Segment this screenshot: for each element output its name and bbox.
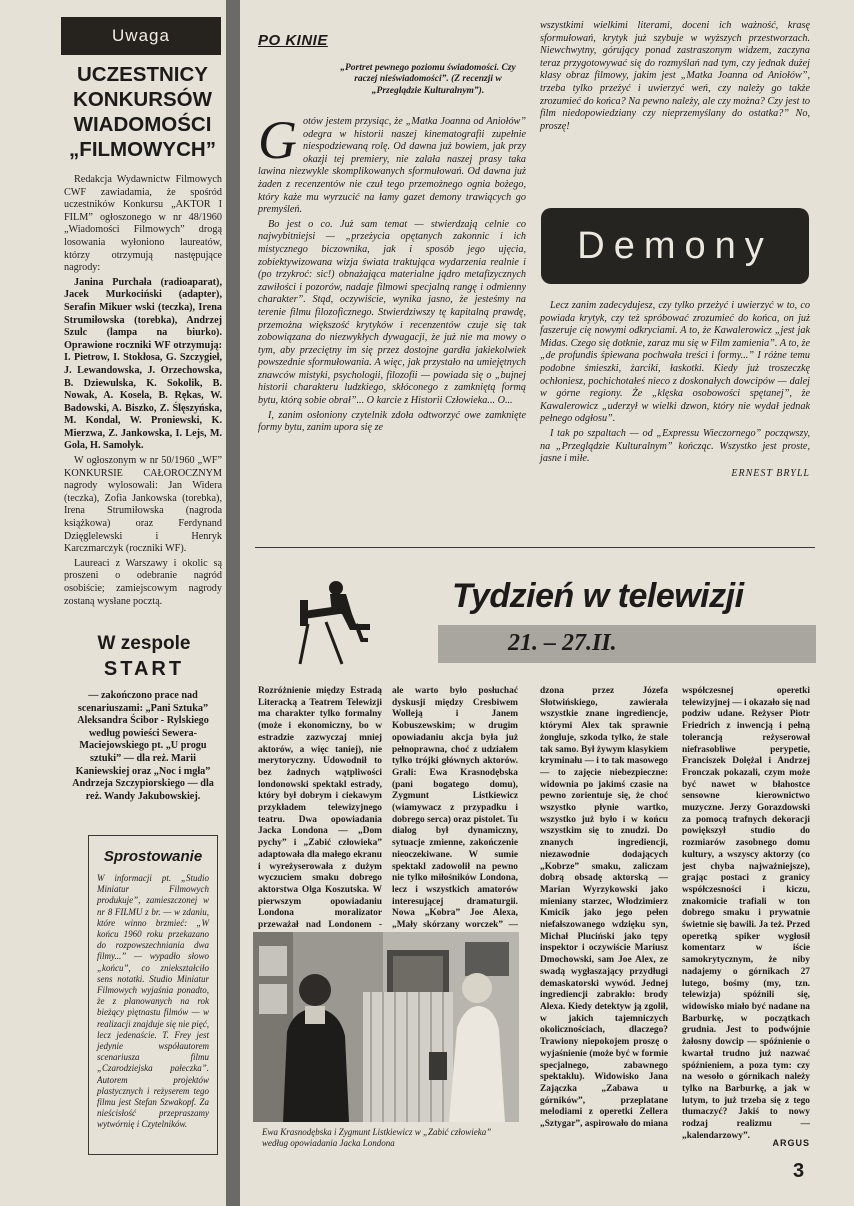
tv-section-title: Tydzień w telewizji (452, 577, 744, 615)
photo-scene-illustration (253, 932, 519, 1122)
zespol-title-line: START (103, 658, 185, 680)
tv-column-4: współczesnej operetki telewizyjnej — i okazało się nad podziw udane. Reżyser Piotr Friedrich z inwencją i pełną tolerancją reżyserował niefrasobliwe perypetie, Franciszek Dolężal i Andrzej Fronczak pokazali, czym może być nawet w błahostce sensowne kierownictwo muzyczne. Jerzy Gorazdowski za pomocą trafnych dekoracji powiększył studio do rozmiarów zasobnego domu kultury, a wszyscy aktorzy (co jest chyba najważniejsze), grając postaci z granicy współczesności i kiczu, znakomicie trafiali w ton dobrego smaku i prywatnie świetnie się bawili. Ja też. Przed operetką spiker wygłosił komentarz w iście samokrytycznym, że niby nadajemy o górnikach 27 lutego, bośmy (my, tzn. telewizja) spóźnili się, widowisko miało być nadane na Barburkę, w początkach grudnia. Jest to podwójnie żałosny dowcip — spóźnienie o kwartał trudno już nazwać spóźnieniem, a poza tym: czy na wesoło o górnikach należy tylko na Barburkę, a jak w lutym, to już trzeba się z tego tłumaczyć? Jakiś to nowy rodzaj realizmu — „kalendarzowy”. (682, 686, 810, 1141)
review-epigraph: „Portret pewnego poziomu świadomości. Czy raczej nieświadomości”. (Z recenzji w „Przeglądzie Kulturalnym”). (340, 63, 516, 96)
page-number: 3 (793, 1160, 805, 1182)
contest-headline (60, 62, 225, 162)
demony-title: Demony (541, 208, 809, 284)
contest-winners: Janina Purchała (radioaparat), Jacek Murkociński (adapter), Serafin Mikuer wski (teczka), Irena Strumiłowska (torebka), Andrzej Szulc (lampa na biurko). Oprawione roczniki WF otrzymują: I. Pietrow, I. Stokłosa, G. Szczygieł, J. Lewandowska, J. Orzechowska, B. Dziewulska, K. Sokolik, B. Nowak, A. Kosela, B. Rękas, W. Badowski, A. Biszko, Z. Ślęszyńska, M. Kondal, W. Proniewski, K. Mierzwa, Z. Jankowska, I. Lejs, M. Gola, H. Samołyk. (64, 276, 222, 452)
photo-caption: Ewa Krasnodębska i Zygmunt Listkiewicz w „Zabić człowieka” według opowiadania Jacka Londona (262, 1127, 492, 1148)
tv-date-band (438, 625, 816, 663)
review-paragraph: Lecz zanim zadecydujesz, czy tylko przeżyć i uwierzyć w to, co powiada krytyk, czy też spróbować zrozumieć do końca, on już faszeruje cię nowymi odkryciami. A to, że Kawalerowicz „jest jak Midas. Czego się dotknie, zaraz mu się w Film zamienia”. A to, że „de profundis śpiewana pochwała treści i formy...” I różne temu podobne śmieszki, żarciki, łaskotki. Kiedy już troszeczkę ochłoniesz, pochichotałeś nieco z doskonałych dowcipów — dalej w górne regiony. Że „klęska osobowości spętanej”, że Kawalerowicz „uderzył w wielki dzwon, który nie wydał jednak pełnego odgłosu”. (540, 300, 810, 425)
uwaga-badge: Uwaga (61, 17, 221, 55)
tv-viewer-chair-icon (296, 580, 378, 670)
zespol-title-line: W zespole (97, 633, 191, 654)
review-column-1 (258, 110, 526, 534)
headline-line: UCZESTNICY (77, 63, 208, 86)
tv-column-3: dzona przez Józefa Słotwińskiego, zawierała wszystkie znane ingrediencje, którymi Alex tak sprawnie żongluje, szkoda tylko, że stale tak samo. Był żywym klasykiem kryminału — i to tak masowego — to zajęcie niebezpieczne: widownia po jakimś czasie na pewno zorientuje się, że choć wszystko płynie wartko, wszystko już było i w końcu wszystkim się to znudzi. Do znanych ingrediencji, niezawodnie dodających „Kobrze” smaku, zaliczam dobrą obsadę aktorską — Marian Wyrzykowski jako mieniany starzec, Włodzimierz Kmicik jako jego pełen niefałszowanego wdzięku syn, Michał Pluciński jako tępy inspektor i oczywiście Mariusz Dmochowski, sam Joe Alex, ze swadą wygłaszający przydługi demaskatorski wywód. Jednej ingrediencji zabrakło: brody Alexa. Kiedy detektyw ją zgolił, w jakich tajemniczych okolicznościach, dlaczego? Trawiony niepokojem proszę o wyjaśnienie (może być w formie specjalnego, zabawnego spektaklu). Widowisko Jana Zajączka „Zabawa u górników”, przeplatane melodiami z operetki Zellera „Sztygar”, aspirowało do miana (540, 686, 668, 1130)
headline-line: „FILMOWYCH” (69, 138, 216, 161)
contest-paragraph: W ogłoszonym w nr 50/1960 „WF” KONKURSIE CAŁOROCZNYM nagrody wylosowali: Jan Widera (teczka), Zofia Jankowska (torebka), Irena Strumiłowska (nagroda książkowa) oraz Ferdynand Dzięglelewski i Henryk Karczmarczyk (roczniki WF). (64, 455, 222, 555)
zespol-start-title (64, 632, 224, 682)
tv-still-photo (253, 932, 519, 1122)
contest-paragraph: Laureaci z Warszawy i okolic są proszeni o odebranie nagród osobiście; zamiejscowym nagrody zostaną wysłane pocztą. (64, 557, 222, 607)
zespol-start-text: — zakończono prace nad scenariuszami: „Pani Sztuka” Aleksandra Ścibor - Rylskiego według powieści Sewera-Maciejowskiego pt. „U progu sztuki” — dla reż. Marii Kaniewskiej oraz „Noc i mgła” Andrzeja Szczypiorskiego — dla reż. Wandy Jakubowskiej. (72, 690, 214, 802)
tv-dates: 21. – 27.II. (508, 630, 617, 656)
tv-signature: ARGUS (772, 1138, 810, 1148)
review-paragraph: I, zanim osłoniony czytelnik zdoła odtworzyć owe zamknięte formy bytu, zanim upora się ze (258, 409, 526, 434)
review-paragraph: I tak po szpaltach — od „Expressu Wieczornego” począwszy, na „Przeglądzie Kulturalnym” kończąc. Wszystko jest proste, jasne i miłe. (540, 427, 810, 465)
tv-column-1: Rozróżnienie między Estradą Literacką a Teatrem Telewizji ma charakter tylko formalny (może i ekonomiczny, bo w estradzie zazwyczaj mniej aktorów, a więc taniej), nie merytoryczny. Udowodnił to bez żadnych wątpliwości londonowski spektakl estrady, który był dobrym i ciekawym przykładem telewizyjnego teatru. Dwa opowiadania Jacka Londona — „Dom pychy” i „Zabić człowieka” adaptowała dla małego ekranu i wyreżyserowała z dużym wyczuciem smaku dobrego aktorstwa Olga Koszutska. W pierwszym opowiadaniu Londona moralizator przeważał nad Londonem - (258, 686, 382, 931)
drop-cap: G (258, 110, 297, 170)
section-divider (255, 547, 815, 548)
review-paragraph: Bo jest o co. Już sam temat — stwierdzają celnie co najwybitniejsi — „przeżycia opętanych zakonnic i ich mistycznego biczownika, jak i sposób jego ujęcia, zobiektywizowana wizja świata traktująca wydarzenia realnie i (po trzykroć: sic!) obnażająca materialne jądro metafizycznych zawiłości i pozorów, nadaje filmowi specjalną rangę i odmienny charakter”. Stąd, oczywiście, wynika jasno, że jesteśmy na terenie filmu filozoficznego. Stwierdziwszy tę kapitalną prawdę, przemożna większość krytyków i recenzentów czuje się tak zobowiązana do niezwykłych dywagacji, że już nie ma mowy o tym, aby przeciętny im się przez dostojne gardła jakiekolwiek powszednie sformułowania. A więc, jak przystało na umiejętnych znawców mistyki, psychologii, filozofii — powiada się o „bujnej historii charakteru ludzkiego, skłóconego z zamkniętą formą bytu, którą sobie obrał”... O karcie z Historii Człowieka... O... (258, 218, 526, 407)
review-author: ERNEST BRYLL (731, 467, 810, 479)
sprostowanie-box (88, 835, 218, 1155)
sprostowanie-text: W informacji pt. „Studio Miniatur Filmowych produkuje”, zamieszczonej w nr 8 FILMU z br. — w zdaniu, które winno brzmieć: „W końcu 1960 roku przekazano do rozpowszechniania dwa filmy...” — wypadło słowo „końcu”, co zniekształciło sens notatki. Studio Miniatur Filmowych wyjaśnia ponadto, że z planowanych na rok bieżący piętnastu filmów — w realizacji znajduje się nie pięć, lecz jedenaście. T. Frey jest jedynie współautorem scenariusza filmu „Czarodziejska pałeczka”. Autorem projektów plastycznych i reżyserem tego filmu jest Stefan Szwakopf. Za nieścisłość przepraszamy wytwórnię i Czytelników. (97, 873, 209, 1130)
headline-line: WIADOMOŚCI (73, 113, 212, 136)
contest-paragraph: Redakcja Wydawnictw Filmowych CWF zawiadamia, że spośród uczestników Konkursu „AKTOR I FILM” ogłoszonego w nr 48/1960 „Wiadomości Filmowych” drogą losowania wyłoniono laureatów, którzy otrzymują następujące nagrody: (64, 174, 222, 274)
review-column-2-bottom (540, 300, 810, 536)
review-paragraph: otów jestem przysiąc, że „Matka Joanna od Aniołów” odegra w historii naszej kinematografii zupełnie niespodziewaną rolę. Od dawna już bowiem, jak przy okazji tej premiery, nie zalała naszej prasy taka lawina niezwykle skomplikowanych sformułowań. Od dawna już żaden z recenzentów nie czuł tego przemożnego ognia bożego, który każe mu wyrzucić na łamy gazet demony trawiących go premyśleń. (258, 116, 526, 216)
column-divider-bar (226, 0, 240, 1206)
section-label-po-kinie: PO KINIE (258, 32, 328, 49)
contest-article (64, 174, 222, 622)
sprostowanie-title: Sprostowanie (103, 848, 203, 865)
review-column-2-top: wszystkimi wielkimi literami, doceni ich ważność, krasę sformułowań, krytyk już szybuje w wyższych przestworzach. Niewchwytny, górujący ponad zastraszonym widzem, zaczyna teraz przygotowywać się do rozmyślań nad tym, czy jednak dużej klasy obraz filmowy, jakim jest „Matka Joanna od Aniołów”, trzeba tylko przeżyć i uwierzyć weń, czy należy go także zrozumieć do końca? Na pewno należy, ale czy można? Czy jest to film niedopowiedziany czy nieprzemyślany do ostatka?” No, proszę! (540, 20, 810, 132)
headline-line: KONKURSÓW (73, 88, 212, 111)
tv-column-2: ale warto było posłuchać dyskusji między Cresbiwem Wolleją i Janem Kobuszewskim; w drugim opowiadaniu akcja była już pełnoprawna, choć z udziałem tylko trójki głównych aktorów. Grali: Ewa Krasnodębska (pani bogatego domu), Zygmunt Listkiewicz (wiamywacz z przypadku i dobrego serca) oraz pistolet. Tu dialog był dynamiczny, sytuacje zmienne, zakończenie nieoczekiwane. W sumie spektakl zadowolił na pewno nie tylko miłośników Londona, lecz i wszystkich amatorów interesującej dramaturgii. Nowa „Kobra” Joe Alexa, „Mały skórzany worczek” — (392, 686, 518, 931)
